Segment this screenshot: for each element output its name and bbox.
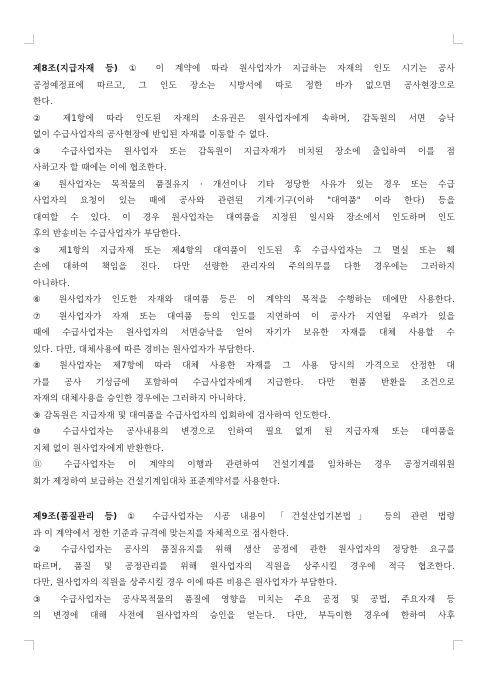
article-8-line: 후의 반송비는 수급사업자가 부담한다. — [33, 229, 181, 239]
article-9-line: ③ 수급사업자는 공사목적물의 품질에 영향을 미치는 주요 공정 및 공법, 주요자재 등 — [33, 594, 455, 605]
article-8-line: 가를 공사 기성금에 포함하여 수급사업자에게 지급한다. 다만 현품 반환을 조건으로 — [33, 377, 455, 388]
article-8-line: ⑨ 감독원은 지급자재 및 대여품을 수급사업자의 입회하에 검사하여 인도한다. — [33, 410, 331, 421]
article-8-line: 대여할 수 있다. 이 경우 원사업자는 대여품을 지정된 일시와 장소에서 인도하며 인도 — [33, 212, 455, 223]
article-8-line: 한다. — [33, 97, 53, 107]
article-8-heading: 제8조(지급자재 등) — [33, 64, 119, 74]
article-8-line: ⑥ 원사업자가 인도한 자재와 대여품 등은 이 계약의 목적을 수행하는 데에만 사용한다. — [33, 295, 455, 305]
article-9-line: 과 이 계약에서 정한 기준과 규격에 맞는지를 자체적으로 점사한다. — [33, 528, 289, 539]
article-9-line: 제9조(품질관리 등) ① 수급사업자는 시공 내용이 「건설산업기본법」 등의 관련 법령 — [33, 512, 455, 522]
article-8-line: 사하고자 할 때에는 이에 협조한다. — [33, 163, 167, 173]
article-8-line: 있다. 다만, 대체사용에 따른 경비는 원사업자가 부담한다. — [33, 344, 255, 355]
article-9-line: ② 수급사업자는 공사의 품질유지를 위해 생산 공정에 관한 원사업자의 정당한 요구를 — [33, 545, 455, 555]
crop-mark-top-left — [24, 34, 34, 44]
article-8-line: 자재의 대체사용을 승인한 경우에는 그러하지 아니하다. — [33, 394, 247, 404]
article-8-line: ② 제1항에 따라 인도된 자재의 소유권은 원사업자에게 속하며, 감독원의 서면 승낙 — [33, 113, 455, 124]
article-8-line: 아니하다. — [33, 278, 70, 289]
crop-mark-top-right — [453, 34, 463, 44]
article-8-line: ⑧ 원사업자는 제7항에 따라 대체 사용한 자재를 그 사용 당시의 가격으로 산정한 대 — [33, 361, 455, 371]
crop-mark-bottom-right — [453, 640, 463, 650]
article-8-line: ③ 수급사업자는 원사업자 또는 감독원이 지급자재가 비치된 장소에 출입하여 이를 점 — [33, 146, 455, 157]
article-8-line: 손에 대하여 책임을 진다. 다만 선량한 관리자의 주의의무를 다한 경우에는 그러하지 — [33, 262, 455, 272]
article-8-line: 사업자의 요청이 있는 때에 공사와 관련된 기계·기구(이하 "대여품" 이라 한다) 등을 — [33, 196, 455, 206]
article-8-line: 공정예정표에 따르고, 그 인도 장소는 시방서에 따로 정한 바가 없으면 공사현장으로 — [33, 80, 455, 91]
article-8-section — [33, 61, 455, 490]
article-9-heading: 제9조(품질관리 등) — [33, 512, 118, 522]
article-9-line: 다만, 원사업자의 직원을 상주시킬 경우 이에 따른 비용은 원사업자가 부담한다. — [33, 578, 338, 588]
article-8-line: 제8조(지급자재 등) ① 이 계약에 따라 원사업자가 지급하는 자재의 인도 시기는 공사 — [33, 64, 455, 74]
article-8-line: 회가 제정하여 보급하는 건설기계임대차 표준계약서를 사용한다. — [33, 476, 281, 487]
article-9-line: 의 변경에 대해 사전에 원사업자의 승인을 얻는다. 다만, 부득이한 경우에 한하여 사후 — [33, 611, 455, 621]
article-8-line: 없이 수급사업자의 공사현장에 반입된 자재를 이동할 수 없다. — [33, 130, 269, 140]
article-8-line: ⑩ 수급사업자는 공사내용의 변경으로 인하여 필요 없게 된 지급자재 또는 대여품을 — [33, 427, 455, 437]
article-8-line: 때에 수급사업자는 원사업자의 서면승낙을 얻어 자기가 보유한 자재를 대체 사용할 수 — [33, 328, 455, 338]
article-8-line: ⑤ 제1항의 지급자재 또는 제4항의 대여품이 인도된 후 수급사업자는 그 멸실 또는 훼 — [33, 245, 455, 256]
article-9-section — [33, 509, 455, 625]
crop-mark-bottom-left — [24, 640, 34, 650]
article-9-line: 따르며, 품질 및 공정관리를 위해 원사업자의 직원을 상주시킬 경우에 적극 협조한다. — [33, 561, 455, 572]
article-8-line: ⑪ 수급사업자는 이 계약의 이행과 관련하여 건설기계를 임차하는 경우 공정거래위원 — [33, 460, 455, 470]
article-8-line: 지체 없이 원사업자에게 반환한다. — [33, 443, 164, 454]
article-8-line: ⑦ 원사업자가 자재 또는 대여품 등의 인도를 지연하여 이 공사가 지연될 우려가 있을 — [33, 311, 455, 322]
article-8-line: ④ 원사업자는 목적물의 품질유지 · 개선이나 기타 정당한 사유가 있는 경우 또는 수급 — [33, 179, 455, 190]
